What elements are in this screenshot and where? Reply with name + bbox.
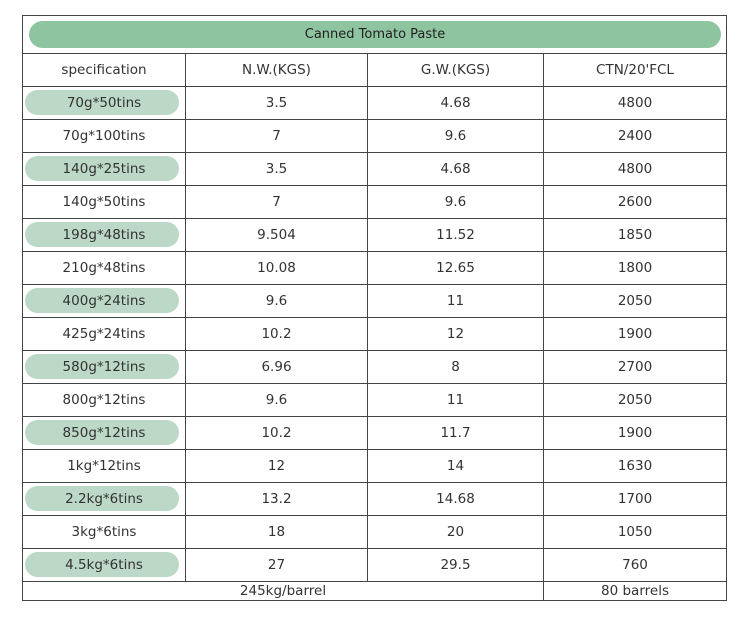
spec-label: 850g*12tins bbox=[62, 425, 146, 441]
ctn-cell: 2050 bbox=[617, 392, 653, 408]
table-row bbox=[23, 549, 726, 582]
spec-label: 198g*48tins bbox=[62, 227, 146, 243]
net-weight-cell: 7 bbox=[186, 120, 368, 152]
net-weight-cell: 10.2 bbox=[186, 318, 368, 350]
spec-cell bbox=[23, 318, 186, 350]
spec-label: 800g*12tins bbox=[62, 392, 146, 408]
table-row bbox=[23, 318, 726, 351]
ctn-cell: 1700 bbox=[617, 491, 653, 507]
table-row bbox=[23, 516, 726, 549]
table-row bbox=[23, 153, 726, 186]
spec-cell bbox=[23, 219, 186, 251]
spec-cell bbox=[23, 417, 186, 449]
ctn-cell: 2600 bbox=[617, 194, 653, 210]
footer-row bbox=[23, 582, 726, 601]
table-row bbox=[23, 450, 726, 483]
header-row bbox=[23, 54, 726, 87]
table-row bbox=[23, 120, 726, 153]
table-row bbox=[23, 252, 726, 285]
ctn-cell: 1050 bbox=[617, 524, 653, 540]
ctn-cell: 4800 bbox=[617, 95, 653, 111]
spec-label: 70g*50tins bbox=[66, 95, 142, 111]
spec-cell bbox=[23, 252, 186, 284]
header-ctn-fcl: CTN/20'FCL bbox=[596, 62, 674, 78]
gross-weight-cell: 8 bbox=[368, 351, 544, 383]
spec-label: 3kg*6tins bbox=[71, 524, 137, 540]
gross-weight-cell: 29.5 bbox=[368, 549, 544, 581]
net-weight-cell: 10.08 bbox=[186, 252, 368, 284]
spec-label: 425g*24tins bbox=[62, 326, 146, 342]
spec-label: 70g*100tins bbox=[62, 128, 146, 144]
net-weight-cell: 13.2 bbox=[186, 483, 368, 515]
spec-label: 210g*48tins bbox=[62, 260, 146, 276]
header-gross-weight: G.W.(KGS) bbox=[368, 54, 544, 86]
table-row bbox=[23, 351, 726, 384]
table-title: Canned Tomato Paste bbox=[29, 21, 721, 48]
table-row bbox=[23, 417, 726, 450]
spec-cell bbox=[23, 516, 186, 548]
spec-label: 580g*12tins bbox=[62, 359, 146, 375]
footer-barrel-count: 80 barrels bbox=[601, 583, 669, 599]
gross-weight-cell: 14.68 bbox=[368, 483, 544, 515]
net-weight-cell: 12 bbox=[186, 450, 368, 482]
header-specification: specification bbox=[23, 54, 186, 86]
spec-cell bbox=[23, 153, 186, 185]
gross-weight-cell: 12.65 bbox=[368, 252, 544, 284]
ctn-cell: 760 bbox=[622, 557, 648, 573]
net-weight-cell: 7 bbox=[186, 186, 368, 218]
net-weight-cell: 3.5 bbox=[186, 153, 368, 185]
spec-cell bbox=[23, 87, 186, 119]
gross-weight-cell: 9.6 bbox=[368, 120, 544, 152]
table-row bbox=[23, 87, 726, 120]
spec-label: 140g*25tins bbox=[62, 161, 146, 177]
table-row bbox=[23, 219, 726, 252]
gross-weight-cell: 14 bbox=[368, 450, 544, 482]
ctn-cell: 1800 bbox=[617, 260, 653, 276]
net-weight-cell: 9.504 bbox=[186, 219, 368, 251]
ctn-cell: 2700 bbox=[617, 359, 653, 375]
gross-weight-cell: 11 bbox=[368, 384, 544, 416]
gross-weight-cell: 11.7 bbox=[368, 417, 544, 449]
net-weight-cell: 9.6 bbox=[186, 384, 368, 416]
ctn-cell: 2400 bbox=[617, 128, 653, 144]
net-weight-cell: 9.6 bbox=[186, 285, 368, 317]
product-table bbox=[22, 15, 727, 601]
net-weight-cell: 27 bbox=[186, 549, 368, 581]
spec-cell bbox=[23, 351, 186, 383]
spec-label: 140g*50tins bbox=[62, 194, 146, 210]
title-row bbox=[23, 16, 726, 54]
spec-cell bbox=[23, 483, 186, 515]
spec-label: 4.5kg*6tins bbox=[65, 557, 143, 573]
ctn-cell: 1900 bbox=[617, 326, 653, 342]
spec-cell bbox=[23, 120, 186, 152]
net-weight-cell: 3.5 bbox=[186, 87, 368, 119]
spec-cell bbox=[23, 549, 186, 581]
spec-cell bbox=[23, 186, 186, 218]
gross-weight-cell: 20 bbox=[368, 516, 544, 548]
spec-cell bbox=[23, 384, 186, 416]
gross-weight-cell: 9.6 bbox=[368, 186, 544, 218]
spec-label: 1kg*12tins bbox=[67, 458, 141, 474]
ctn-cell: 1630 bbox=[617, 458, 653, 474]
spec-cell bbox=[23, 285, 186, 317]
spec-label: 400g*24tins bbox=[62, 293, 146, 309]
spec-cell bbox=[23, 450, 186, 482]
header-net-weight: N.W.(KGS) bbox=[186, 54, 368, 86]
gross-weight-cell: 4.68 bbox=[368, 153, 544, 185]
net-weight-cell: 18 bbox=[186, 516, 368, 548]
footer-barrel-weight: 245kg/barrel bbox=[23, 582, 544, 601]
net-weight-cell: 6.96 bbox=[186, 351, 368, 383]
table-row bbox=[23, 285, 726, 318]
gross-weight-cell: 12 bbox=[368, 318, 544, 350]
table-row bbox=[23, 186, 726, 219]
table-row bbox=[23, 483, 726, 516]
spec-label: 2.2kg*6tins bbox=[65, 491, 143, 507]
ctn-cell: 4800 bbox=[617, 161, 653, 177]
gross-weight-cell: 11.52 bbox=[368, 219, 544, 251]
table-row bbox=[23, 384, 726, 417]
ctn-cell: 2050 bbox=[617, 293, 653, 309]
net-weight-cell: 10.2 bbox=[186, 417, 368, 449]
gross-weight-cell: 11 bbox=[368, 285, 544, 317]
gross-weight-cell: 4.68 bbox=[368, 87, 544, 119]
ctn-cell: 1900 bbox=[617, 425, 653, 441]
ctn-cell: 1850 bbox=[617, 227, 653, 243]
